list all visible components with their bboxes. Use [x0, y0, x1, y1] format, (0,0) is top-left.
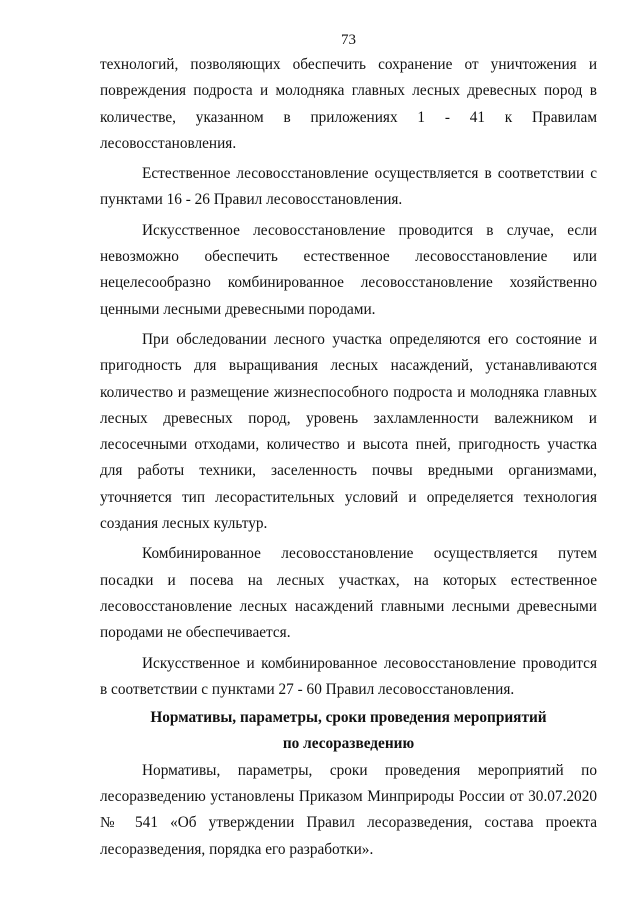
paragraph-afforestation-norms: Нормативы, параметры, сроки проведения мероприятий по лесоразведению установлены Приказом Минприроды России от 30.07.2020 № 541 «Об утверждении Правил лесоразведения, состава проекта лесоразведения, порядка его разработки».	[100, 761, 597, 858]
paragraph-line: лесовосстановления.	[100, 134, 237, 152]
section-heading-line: по лесоразведению	[282, 735, 415, 753]
document-page	[100, 30, 597, 863]
section-heading	[100, 705, 597, 758]
paragraph-continuation	[100, 52, 597, 157]
section-heading-line: Нормативы, параметры, сроки проведения мероприятий	[150, 709, 547, 727]
page-number: 73	[341, 32, 356, 48]
paragraph-natural-reforestation: Естественное лесовосстановление осуществляется в соответствии с пунктами 16 - 26 Правил лесовосстановления.	[100, 165, 597, 209]
paragraph-reforestation-rules: Искусственное и комбинированное лесовосстановление проводится в соответствии с пунктами 27 - 60 Правил лесовосстановления.	[100, 654, 597, 698]
paragraph-line: количестве, указанном в приложениях 1 - 41 к Правилам	[100, 108, 597, 126]
paragraph-line: технологий, позволяющих обеспечить сохранение от уничтожения и	[100, 56, 597, 73]
paragraph-artificial-reforestation: Искусственное лесовосстановление проводится в случае, если невозможно обеспечить естественное лесовосстановление или нецелесообразно комбинированное лесовосстановление хозяйственно ценными лесными древесными породами.	[100, 221, 597, 318]
paragraph-site-survey: При обследовании лесного участка определяются его состояние и пригодность для выращивания лесных насаждений, устанавливаются количество и размещение жизнеспособного подроста и молодняка главных лесных древесных пород, уровень захламленности валежником и лесосечными отходами, количество и высота пней, пригодность участка для работы техники, заселенность почвы вредными организмами, уточняется тип лесорастительных условий и определяется технология создания лесных культур.	[100, 330, 597, 533]
paragraph-combined-reforestation: Комбинированное лесовосстановление осуществляется путем посадки и посева на лесных участках, на которых естественное лесовосстановление лесных насаждений главными лесными древесными породами не обеспечивается.	[100, 545, 597, 642]
paragraph-line: повреждения подроста и молодняка главных лесных древесных пород в	[100, 82, 597, 100]
